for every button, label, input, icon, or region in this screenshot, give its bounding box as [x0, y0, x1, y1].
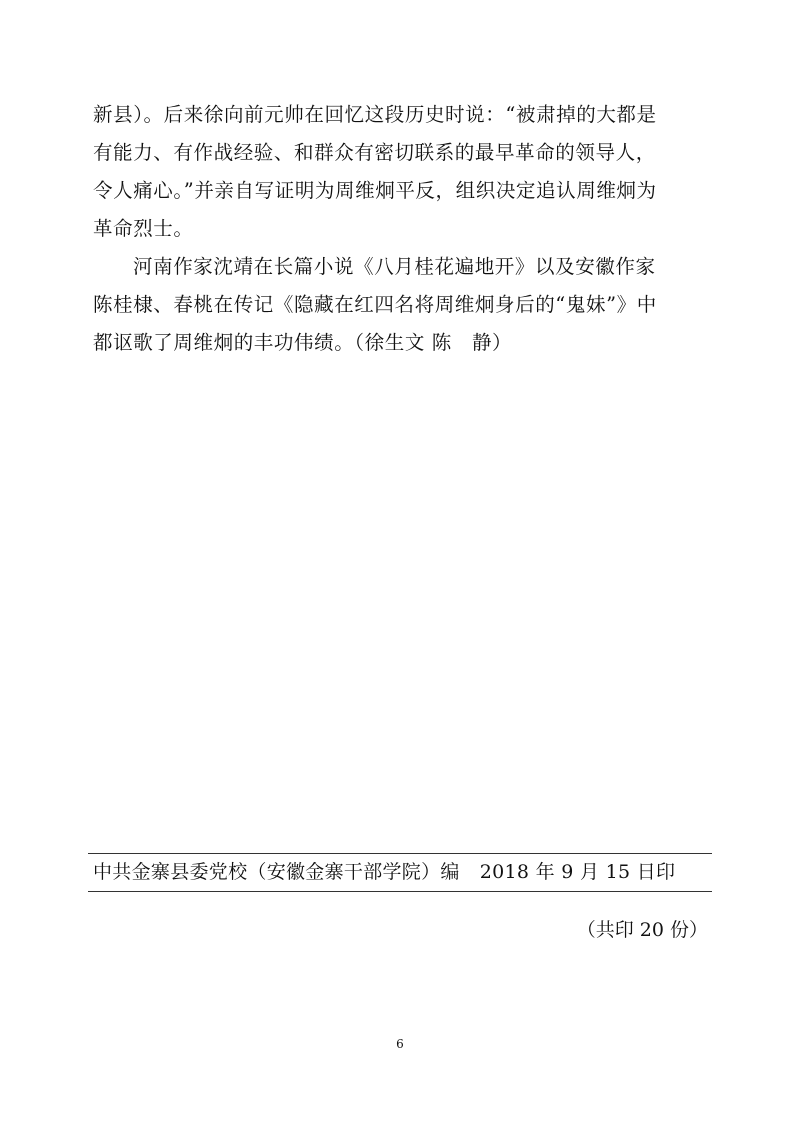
page-number: 6 [396, 1037, 404, 1051]
body-text [93, 96, 711, 362]
paragraph-1 [93, 96, 711, 248]
text-line: 有能力、有作战经验、和群众有密切联系的最早革命的领导人， [93, 141, 656, 164]
text-line: 革命烈士。 [93, 217, 194, 240]
footer-bottom-rule [88, 891, 712, 892]
footer-imprint [93, 857, 713, 887]
footer-publisher: 中共金寨县委党校（安徽金寨干部学院）编 [93, 861, 460, 883]
footer-print-date: 2018 年 9 月 15 日印 [479, 861, 676, 883]
text-line: 都讴歌了周维炯的丰功伟绩。（徐生文 陈 静） [93, 331, 513, 354]
text-line: 河南作家沈靖在长篇小说《八月桂花遍地开》以及安徽作家 [133, 255, 656, 278]
footer-top-rule [88, 853, 712, 854]
text-line: 令人痛心。”并亲自写证明为周维炯平反，组织决定追认周维炯为 [93, 179, 657, 202]
paragraph-2 [93, 248, 711, 362]
text-line: 新县）。后来徐向前元帅在回忆这段历史时说：“被肃掉的大都是 [93, 103, 657, 126]
text-line: 陈桂棣、春桃在传记《隐藏在红四名将周维炯身后的“鬼妹”》中 [93, 293, 657, 316]
print-copies: （共印 20 份） [576, 919, 708, 941]
